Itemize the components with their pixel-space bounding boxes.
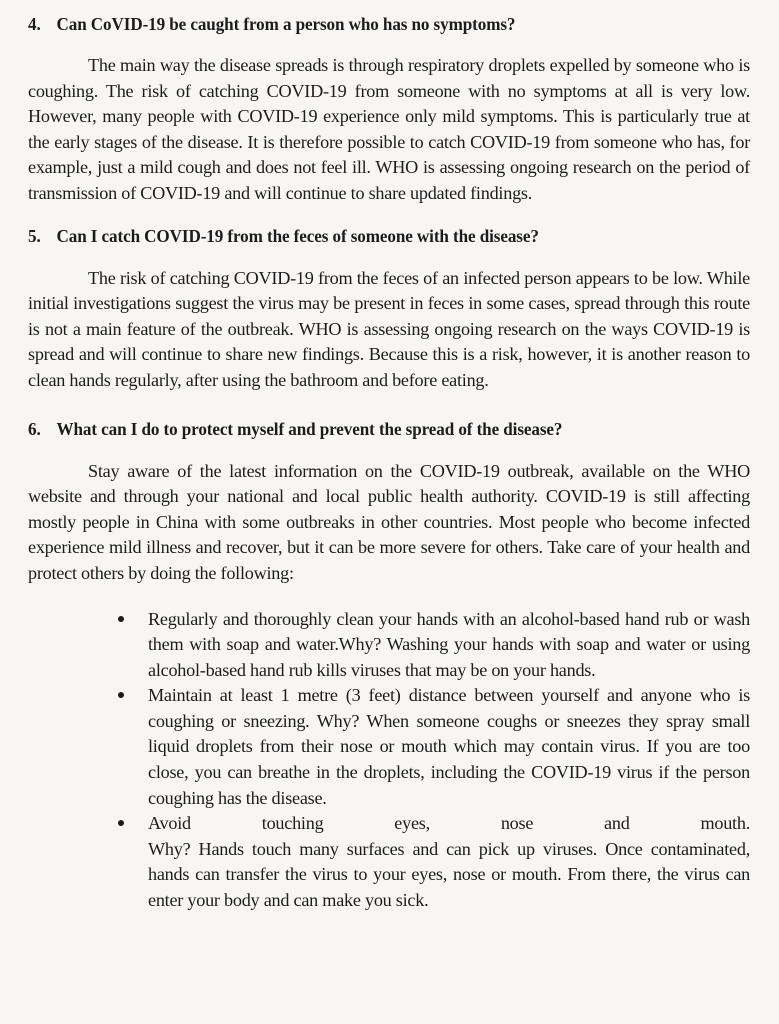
bullet-text: Regularly and thoroughly clean your hands with an alcohol-based hand rub or wash them with soap and water.Why? Washing your hands with soap and water or using alcohol-based hand rub kills viruses that may be on your hands. [148, 608, 750, 680]
document-page [28, 6, 750, 914]
bullet-icon [118, 692, 124, 698]
question-text: Can CoVID-19 be caught from a person who has no symptoms? [56, 14, 516, 34]
question-text: Can I catch COVID-19 from the feces of someone with the disease? [56, 225, 539, 246]
bullet-icon [118, 820, 124, 826]
answer-paragraph-5: The risk of catching COVID-19 from the feces of an infected person appears to be low. While initial investigations suggest the virus may be present in feces in some cases, spread through this route is not a main feature of the outbreak. WHO is assessing ongoing research on the ways COVID-19 is spread and will continue to share new findings. Because this is a risk, however, it is another reason to clean hands regularly, after using the bathroom and before eating. [28, 267, 750, 390]
question-number: 5. [28, 225, 41, 246]
answer-paragraph-6: Stay aware of the latest information on the COVID-19 outbreak, available on the WHO website and through your national and local public health authority. COVID-19 is still affecting mostly people in China with some outbreaks in other countries. Most people who become infected experience mild illness and recover, but it can be more severe for others. Take care of your health and protect others by doing the following: [28, 460, 750, 583]
question-heading-5 [28, 223, 714, 249]
bullet-item-avoid-touching [148, 811, 750, 913]
bullet-item-distance [148, 683, 750, 811]
question-number: 4. [28, 14, 41, 34]
protection-bullet-list [28, 607, 750, 914]
answer-paragraph-4: The main way the disease spreads is through respiratory droplets expelled by someone who is coughing. The risk of catching COVID-19 from someone with no symptoms at all is very low. However, many people with COVID-19 experience only mild symptoms. This is particularly true at the early stages of the disease. It is therefore possible to catch COVID-19 from someone who has, for example, just a mild cough and does not feel ill. WHO is assessing ongoing research on the period of transmission of COVID-19 and will continue to share updated findings. [28, 55, 750, 203]
bullet-text: Maintain at least 1 metre (3 feet) distance between yourself and anyone who is coughing or sneezing. Why? When someone coughs or sneezes they spray small liquid droplets from their nose or mouth which may contain virus. If you are too close, you can breathe in the droplets, including the COVID-19 virus if the person coughing has the disease. [148, 685, 750, 808]
bullet-text: Avoid touching eyes, nose and mouth. [148, 813, 750, 834]
question-heading-6 [28, 416, 714, 442]
question-text: What can I do to protect myself and prevent the spread of the disease? [56, 418, 563, 439]
bullet-icon [118, 616, 124, 622]
bullet-text-continued: Why? Hands touch many surfaces and can pick up viruses. Once contaminated, hands can transfer the virus to your eyes, nose or mouth. From there, the virus can enter your body and can make you sick. [148, 838, 750, 911]
question-number: 6. [28, 418, 41, 439]
bullet-item-hand-washing [148, 607, 750, 684]
question-heading-4 [28, 11, 714, 37]
